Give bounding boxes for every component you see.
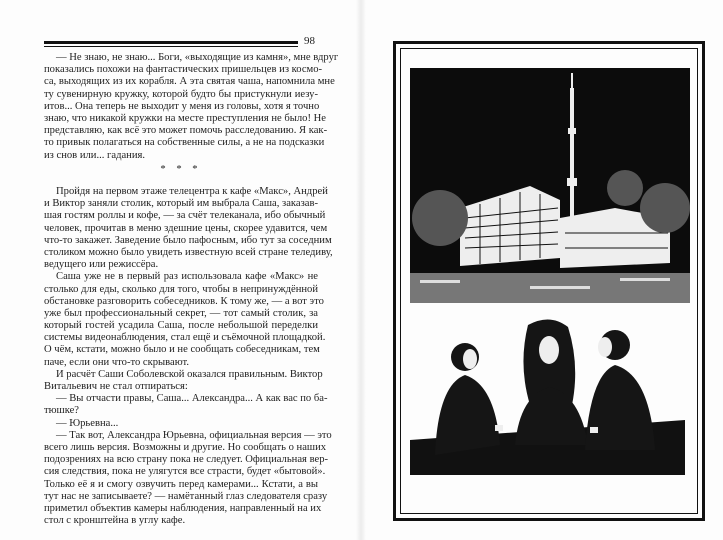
text-line: и Виктор заняли столик, который им выбрала Саша, заказав- <box>44 198 319 210</box>
text-line: Витальевич не стал отпираться: <box>44 381 188 392</box>
text-line: представляю, как всё это может помочь расследованию. Я как- <box>44 125 328 137</box>
text-line: человек, прочитав в меню здешние цены, скорее удавится, чем <box>44 222 328 234</box>
text-line: Саша уже не в первый раз использовала кафе «Макс» не <box>56 271 318 283</box>
text-line: столько для еды, сколько для того, чтобы в непринуждённой <box>44 283 318 295</box>
text-line: са, выходящих из их корабля. А эта святая чаша, напомнила мне <box>44 76 335 88</box>
paragraph <box>44 429 332 528</box>
paragraph <box>44 368 323 393</box>
illustration-cafe-scene <box>410 315 685 475</box>
header-rule-thin <box>44 46 298 47</box>
paragraph <box>44 393 328 417</box>
text-line: итов... Она теперь не выходит у меня из головы, хотя я точно <box>44 100 320 112</box>
text-line: приметил объектив камеры наблюдения, направленный на их <box>44 502 322 514</box>
text-block-top <box>44 52 339 185</box>
text-line: — Вы отчасти правы, Саша... Александра... А как вас по ба- <box>56 393 328 405</box>
text-line: столиком можно было увидеть известную всей стране теледиву, <box>44 246 333 258</box>
text-line: паче, если они что-то скрывают. <box>44 356 189 368</box>
text-line: стол с кронштейна в углу кафе. <box>44 515 186 527</box>
text-line: который гостей усадила Саша, после небольшой переделки <box>44 320 318 332</box>
text-line: О чём, кстати, можно было и не сообщать собеседникам, тем <box>44 344 320 356</box>
text-line: подозрениях на всю страну пока не следует. Официальная вер- <box>44 454 329 466</box>
text-line: показались похожи на фантастических пришельцев из космо- <box>44 64 323 76</box>
text-line: из снов или... гадания. <box>44 149 146 161</box>
text-line: то привык полагаться на собственные силы, а не на подсказки <box>44 137 325 149</box>
text-line: всего лишь версия. Возможны и другие. Но сообщать о наших <box>44 441 327 453</box>
text-line: ведущего или режиссёра. <box>44 259 159 271</box>
text-line: — Так вот, Александра Юрьевна, официальная версия — это <box>56 429 332 441</box>
text-line: — Юрьевна... <box>56 417 119 429</box>
text-line: И расчёт Саши Соболевской оказался правильным. Виктор <box>56 368 323 380</box>
text-line: шая гостям роллы и кофе, — за счёт телеканала, ибо обычный <box>44 210 326 222</box>
text-block-bottom <box>44 186 333 527</box>
paragraph <box>44 271 326 369</box>
header-rule <box>44 41 298 44</box>
text-line: обстановке разговорить собеседников. К тому же, — а вот это <box>44 295 324 307</box>
paragraph <box>44 418 318 430</box>
page-number: 98 <box>304 35 315 47</box>
text-line: тут нас не записываете? — намётанный глаз следователя сразу <box>44 490 328 502</box>
text-line: что-то закажет. Заведение было пафосным, ибо тут за соседним <box>44 234 332 246</box>
text-line: знаю, что никакой кружки на месте преступления не было! Не <box>44 112 326 124</box>
section-separator: * * * <box>160 163 202 175</box>
text-line: уже был профессиональный секрет, — тот самый столик, за <box>44 307 318 319</box>
text-line: тюшке? <box>44 405 79 417</box>
text-line: сия следствия, пока не улягутся все страсти, будет «бытовой». <box>44 466 326 478</box>
book-gutter <box>356 0 366 540</box>
text-line: Только её я и смогу озвучить перед камерами... Кстати, а вы <box>44 478 318 490</box>
text-line: системы видеонаблюдения, стал ещё и съёмочной площадкой. <box>44 332 326 344</box>
text-line: Пройдя на первом этаже телецентра к кафе «Макс», Андрей <box>56 186 328 197</box>
illustration-tv-tower <box>410 68 690 303</box>
text-line: — Не знаю, не знаю... Боги, «выходящие из камня», мне вдруг <box>56 52 339 63</box>
paragraph <box>44 52 339 162</box>
text-line: ту сувенирную кружку, которой будто бы пристукнули иезу- <box>44 88 318 100</box>
paragraph <box>44 186 333 271</box>
